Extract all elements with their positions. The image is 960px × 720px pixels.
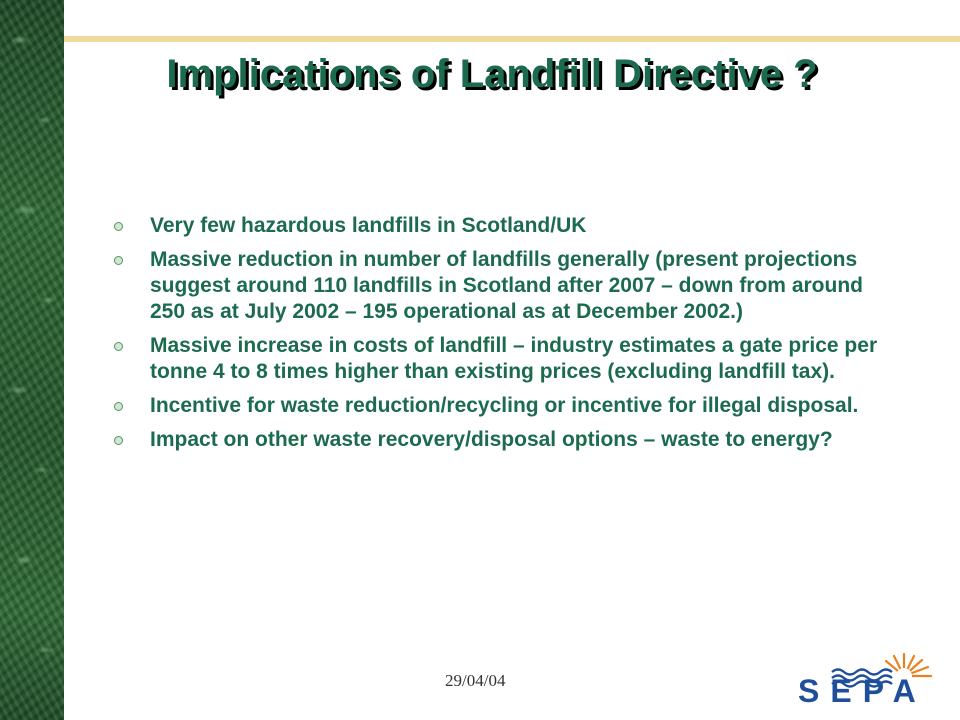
bullet-text: Very few hazardous landfills in Scotland/UK: [150, 214, 587, 237]
bullet-text: Massive reduction in number of landfills generally (present projections suggest around 110 landfills in Scotland after 2007 – down from around 250 as at July 2002 – 195 operational as at December 2002.): [150, 248, 863, 323]
bullet-item: [110, 213, 900, 239]
bullet-text: Incentive for waste reduction/recycling or incentive for illegal disposal.: [150, 394, 859, 417]
bullet-icon: [114, 222, 123, 231]
bullet-item: [110, 427, 900, 453]
logo-text: SEPA: [798, 673, 927, 709]
bullet-item: [110, 247, 900, 325]
bullet-list: [110, 213, 900, 461]
decorative-side-strip: [0, 0, 64, 720]
footer-date: 29/04/04: [445, 671, 506, 690]
bullet-icon: [114, 342, 123, 351]
bullet-item: [110, 393, 900, 419]
sepa-logo: [792, 646, 936, 712]
bullet-icon: [114, 256, 123, 265]
bullet-icon: [114, 436, 123, 445]
bullet-text: Impact on other waste recovery/disposal options – waste to energy?: [150, 428, 833, 451]
bullet-icon: [114, 402, 123, 411]
slide-title: Implications of Landfill Directive ?: [166, 52, 818, 96]
bullet-item: [110, 333, 900, 385]
top-rule: [64, 36, 960, 42]
bullet-text: Massive increase in costs of landfill – industry estimates a gate price per tonne 4 to 8 times higher than existing prices (excluding landfill tax).: [150, 334, 878, 383]
